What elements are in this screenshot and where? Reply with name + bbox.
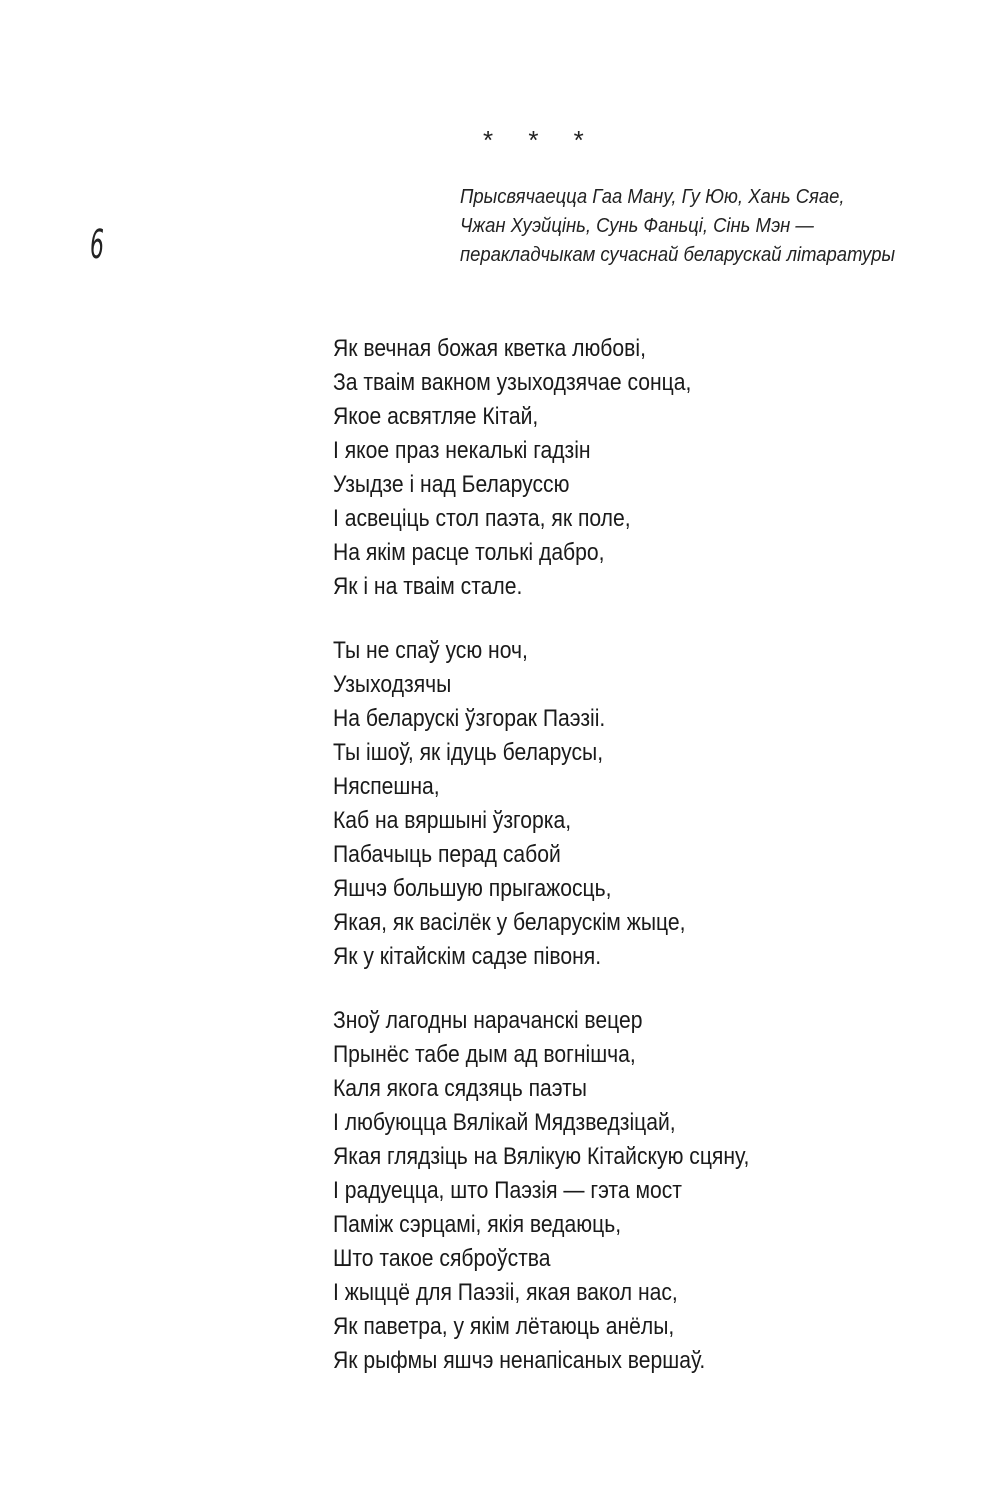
poem-line: І любуюцца Вялікай Мядзведзіцай, <box>333 1109 676 1136</box>
poem-line: Прынёс табе дым ад вогнішча, <box>333 1041 636 1068</box>
section-ornament: * * * <box>483 125 598 155</box>
poem-line: Зноў лагодны нарачанскі вецер <box>333 1007 643 1034</box>
poem-line: Паміж сэрцамі, якія ведаюць, <box>333 1211 622 1238</box>
poem-line: Ты не спаў усю ноч, <box>333 637 528 664</box>
poem-line: Якое асвятляе Кітай, <box>333 403 539 430</box>
dedication-line: перакладчыкам сучаснай беларускай літаратуры <box>460 243 896 266</box>
dedication <box>460 182 928 269</box>
poem-line: Якая глядзіць на Вялікую Кітайскую сцяну, <box>333 1143 750 1170</box>
poem-line: Як рыфмы яшчэ ненапісаных вершаў. <box>333 1347 706 1374</box>
poem-line: Няспешна, <box>333 773 440 800</box>
poem-line: Як вечная божая кветка любові, <box>333 335 646 362</box>
poem-body <box>333 332 973 1408</box>
poem-line: На якім расце толькі дабро, <box>333 539 605 566</box>
poem-line: Узыходзячы <box>333 671 452 698</box>
poem-line: Якая, як васілёк у беларускім жыце, <box>333 909 686 936</box>
poem-line: І якое праз некалькі гадзін <box>333 437 591 464</box>
poem-line: Яшчэ большую прыгажосць, <box>333 875 612 902</box>
poem-line: Што такое сяброўства <box>333 1245 551 1272</box>
poem-line: Узыдзе і над Беларуссю <box>333 471 570 498</box>
poem-line: І радуецца, што Паэзія — гэта мост <box>333 1177 682 1204</box>
poem-line: Як у кітайскім садзе півоня. <box>333 943 602 970</box>
poem-line: Пабачыць перад сабой <box>333 841 561 868</box>
stanza-3 <box>333 1004 973 1378</box>
stanza-2 <box>333 634 973 974</box>
page-number: 6 <box>90 222 104 268</box>
poem-line: Як і на тваім стале. <box>333 573 523 600</box>
poem-line: І жыццё для Паэзіі, якая вакол нас, <box>333 1279 678 1306</box>
poem-line: Ты ішоў, як ідуць беларусы, <box>333 739 604 766</box>
poem-line: Як паветра, у якім лётаюць анёлы, <box>333 1313 675 1340</box>
poem-line: Каб на вяршыні ўзгорка, <box>333 807 572 834</box>
dedication-line: Прысвячаецца Гаа Ману, Гу Юю, Хань Сяае, <box>460 185 845 208</box>
poem-line: Каля якога сядзяць паэты <box>333 1075 587 1102</box>
dedication-line: Чжан Хуэйцінь, Сунь Фаньці, Сінь Мэн — <box>460 214 814 237</box>
poem-line: За тваім вакном узыходзячае сонца, <box>333 369 692 396</box>
poem-line: І асвеціць стол паэта, як поле, <box>333 505 631 532</box>
poem-line: На беларускі ўзгорак Паэзіі. <box>333 705 606 732</box>
stanza-1 <box>333 332 973 604</box>
